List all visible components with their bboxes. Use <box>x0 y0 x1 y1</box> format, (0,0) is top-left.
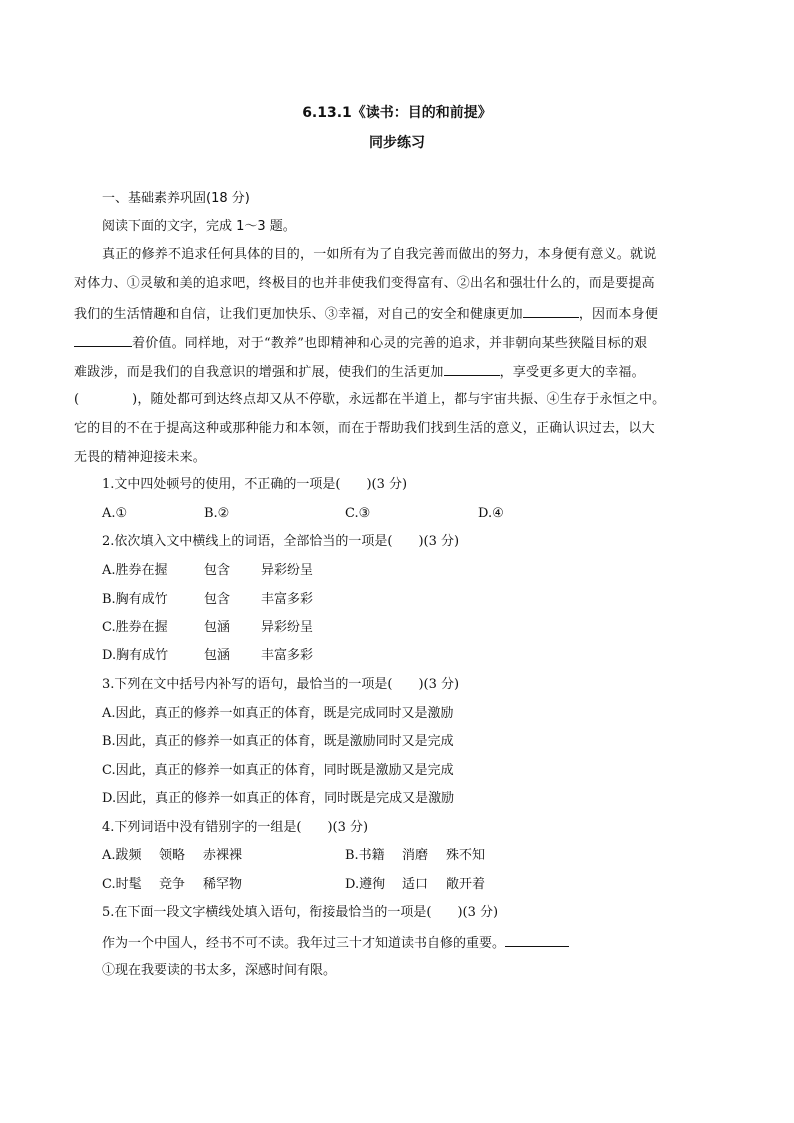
section-heading: 一、基础素养巩固(18 分) <box>102 191 250 206</box>
q1-option-d[interactable]: D.④ <box>478 506 504 521</box>
q2-d-word-1: D.胸有成竹 <box>102 648 169 663</box>
q4-c-word-1: C.时髦 <box>102 877 142 892</box>
page-subtitle: 同步练习 <box>369 135 425 151</box>
q4-option-a[interactable] <box>102 846 243 866</box>
passage-line-5-tail: ，享受更多更大的幸福。 <box>499 365 645 380</box>
q5-item-1: ①现在我要读的书太多，深感时间有限。 <box>102 963 337 978</box>
q4-a-word-1: A.跋频 <box>102 848 142 863</box>
passage-line-3 <box>74 303 720 325</box>
passage-line-3-text: 我们的生活情趣和自信，让我们更加快乐、③幸福，对自己的安全和健康更加 <box>74 307 523 322</box>
q4-b-word-2: 消磨 <box>402 848 429 863</box>
question-3-stem: 3.下列在文中括号内补写的语句，最恰当的一项是( )(3 分) <box>102 677 460 692</box>
q2-a-word-3: 异彩纷呈 <box>261 563 314 578</box>
passage-line-5 <box>74 361 720 383</box>
passage-line-4-text: 着价值。同样地，对于“教养”也即精神和心灵的完善的追求，并非朝向某些狭隘目标的艰 <box>132 336 648 351</box>
q2-c-word-2: 包涵 <box>204 620 231 635</box>
passage-line-3-tail: ，因而本身便 <box>578 307 659 322</box>
reading-instruction: 阅读下面的文字，完成 1～3 题。 <box>102 219 296 234</box>
q1-option-a[interactable]: A.① <box>102 506 128 521</box>
passage-line-5-text: 难跋涉，而是我们的自我意识的增强和扩展，使我们的生活更加 <box>74 365 444 380</box>
q3-option-a[interactable]: A.因此，真正的修养一如真正的体育，既是完成同时又是激励 <box>102 706 454 721</box>
q2-a-word-1: A.胜券在握 <box>102 563 168 578</box>
q5-text-content: 作为一个中国人，经书不可不读。我年过三十才知道读书自修的重要。 <box>102 936 506 951</box>
q4-c-word-3: 稀罕物 <box>203 877 243 892</box>
q2-option-c[interactable] <box>102 618 314 638</box>
fill-blank-2[interactable] <box>74 332 132 347</box>
passage-line-8: 无畏的精神迎接未来。 <box>74 450 207 465</box>
q2-b-word-1: B.胸有成竹 <box>102 592 168 607</box>
q4-option-d[interactable] <box>345 875 486 895</box>
q2-b-word-3: 丰富多彩 <box>261 592 314 607</box>
question-4-stem: 4.下列词语中没有错别字的一组是( )(3 分) <box>102 820 369 835</box>
q2-a-word-2: 包含 <box>204 563 231 578</box>
question-2-stem: 2.依次填入文中横线上的词语，全部恰当的一项是( )(3 分) <box>102 534 460 549</box>
q4-a-word-3: 赤裸裸 <box>203 848 243 863</box>
q4-option-b[interactable] <box>345 846 486 866</box>
q2-option-d[interactable] <box>102 646 314 666</box>
q4-option-c[interactable] <box>102 875 243 895</box>
q4-d-word-2: 适口 <box>402 877 429 892</box>
q3-option-b[interactable]: B.因此，真正的修养一如真正的体育，既是激励同时又是完成 <box>102 734 454 749</box>
q2-d-word-3: 丰富多彩 <box>261 648 314 663</box>
q4-b-word-1: B.书籍 <box>345 848 385 863</box>
q2-d-word-2: 包涵 <box>204 648 231 663</box>
page-title: 6.13.1《读书：目的和前提》 <box>302 105 492 121</box>
q5-text <box>102 932 569 954</box>
question-5-stem: 5.在下面一段文字横线处填入语句，衔接最恰当的一项是( )(3 分) <box>102 905 499 920</box>
fill-blank-3[interactable] <box>444 361 500 376</box>
q4-d-word-3: 敞开着 <box>446 877 486 892</box>
q2-option-b[interactable] <box>102 590 314 610</box>
passage-line-1: 真正的修养不追求任何具体的目的，一如所有为了自我完善而做出的努力，本身便有意义。就说 <box>102 247 657 262</box>
passage-line-2: 对体力、①灵敏和美的追求吧，终极目的也并非使我们变得富有、②出名和强壮什么的，而是要提高 <box>74 276 655 291</box>
q1-option-c[interactable]: C.③ <box>345 506 371 521</box>
passage-line-7: 它的目的不在于提高这种或那种能力和本领，而在于帮助我们找到生活的意义，正确认识过去，以大 <box>74 421 655 436</box>
fill-blank-1[interactable] <box>523 303 579 318</box>
q3-option-d[interactable]: D.因此，真正的修养一如真正的体育，同时既是完成又是激励 <box>102 791 455 806</box>
q4-c-word-2: 竞争 <box>159 877 186 892</box>
q2-c-word-1: C.胜券在握 <box>102 620 168 635</box>
passage-line-4 <box>74 332 720 354</box>
passage-line-6: ( )，随处都可到达终点却又从不停歇，永远都在半道上，都与宇宙共振、④生存于永恒之中。 <box>74 392 666 407</box>
q4-d-word-1: D.遵徇 <box>345 877 386 892</box>
q4-a-word-2: 领略 <box>159 848 186 863</box>
q1-option-b[interactable]: B.② <box>204 506 230 521</box>
question-1-stem: 1.文中四处顿号的使用，不正确的一项是( )(3 分) <box>102 477 408 492</box>
q5-fill-blank[interactable] <box>505 932 569 947</box>
q3-option-c[interactable]: C.因此，真正的修养一如真正的体育，同时既是激励又是完成 <box>102 763 454 778</box>
q2-b-word-2: 包含 <box>204 592 231 607</box>
q2-c-word-3: 异彩纷呈 <box>261 620 314 635</box>
q4-b-word-3: 殊不知 <box>446 848 486 863</box>
q2-option-a[interactable] <box>102 561 314 581</box>
